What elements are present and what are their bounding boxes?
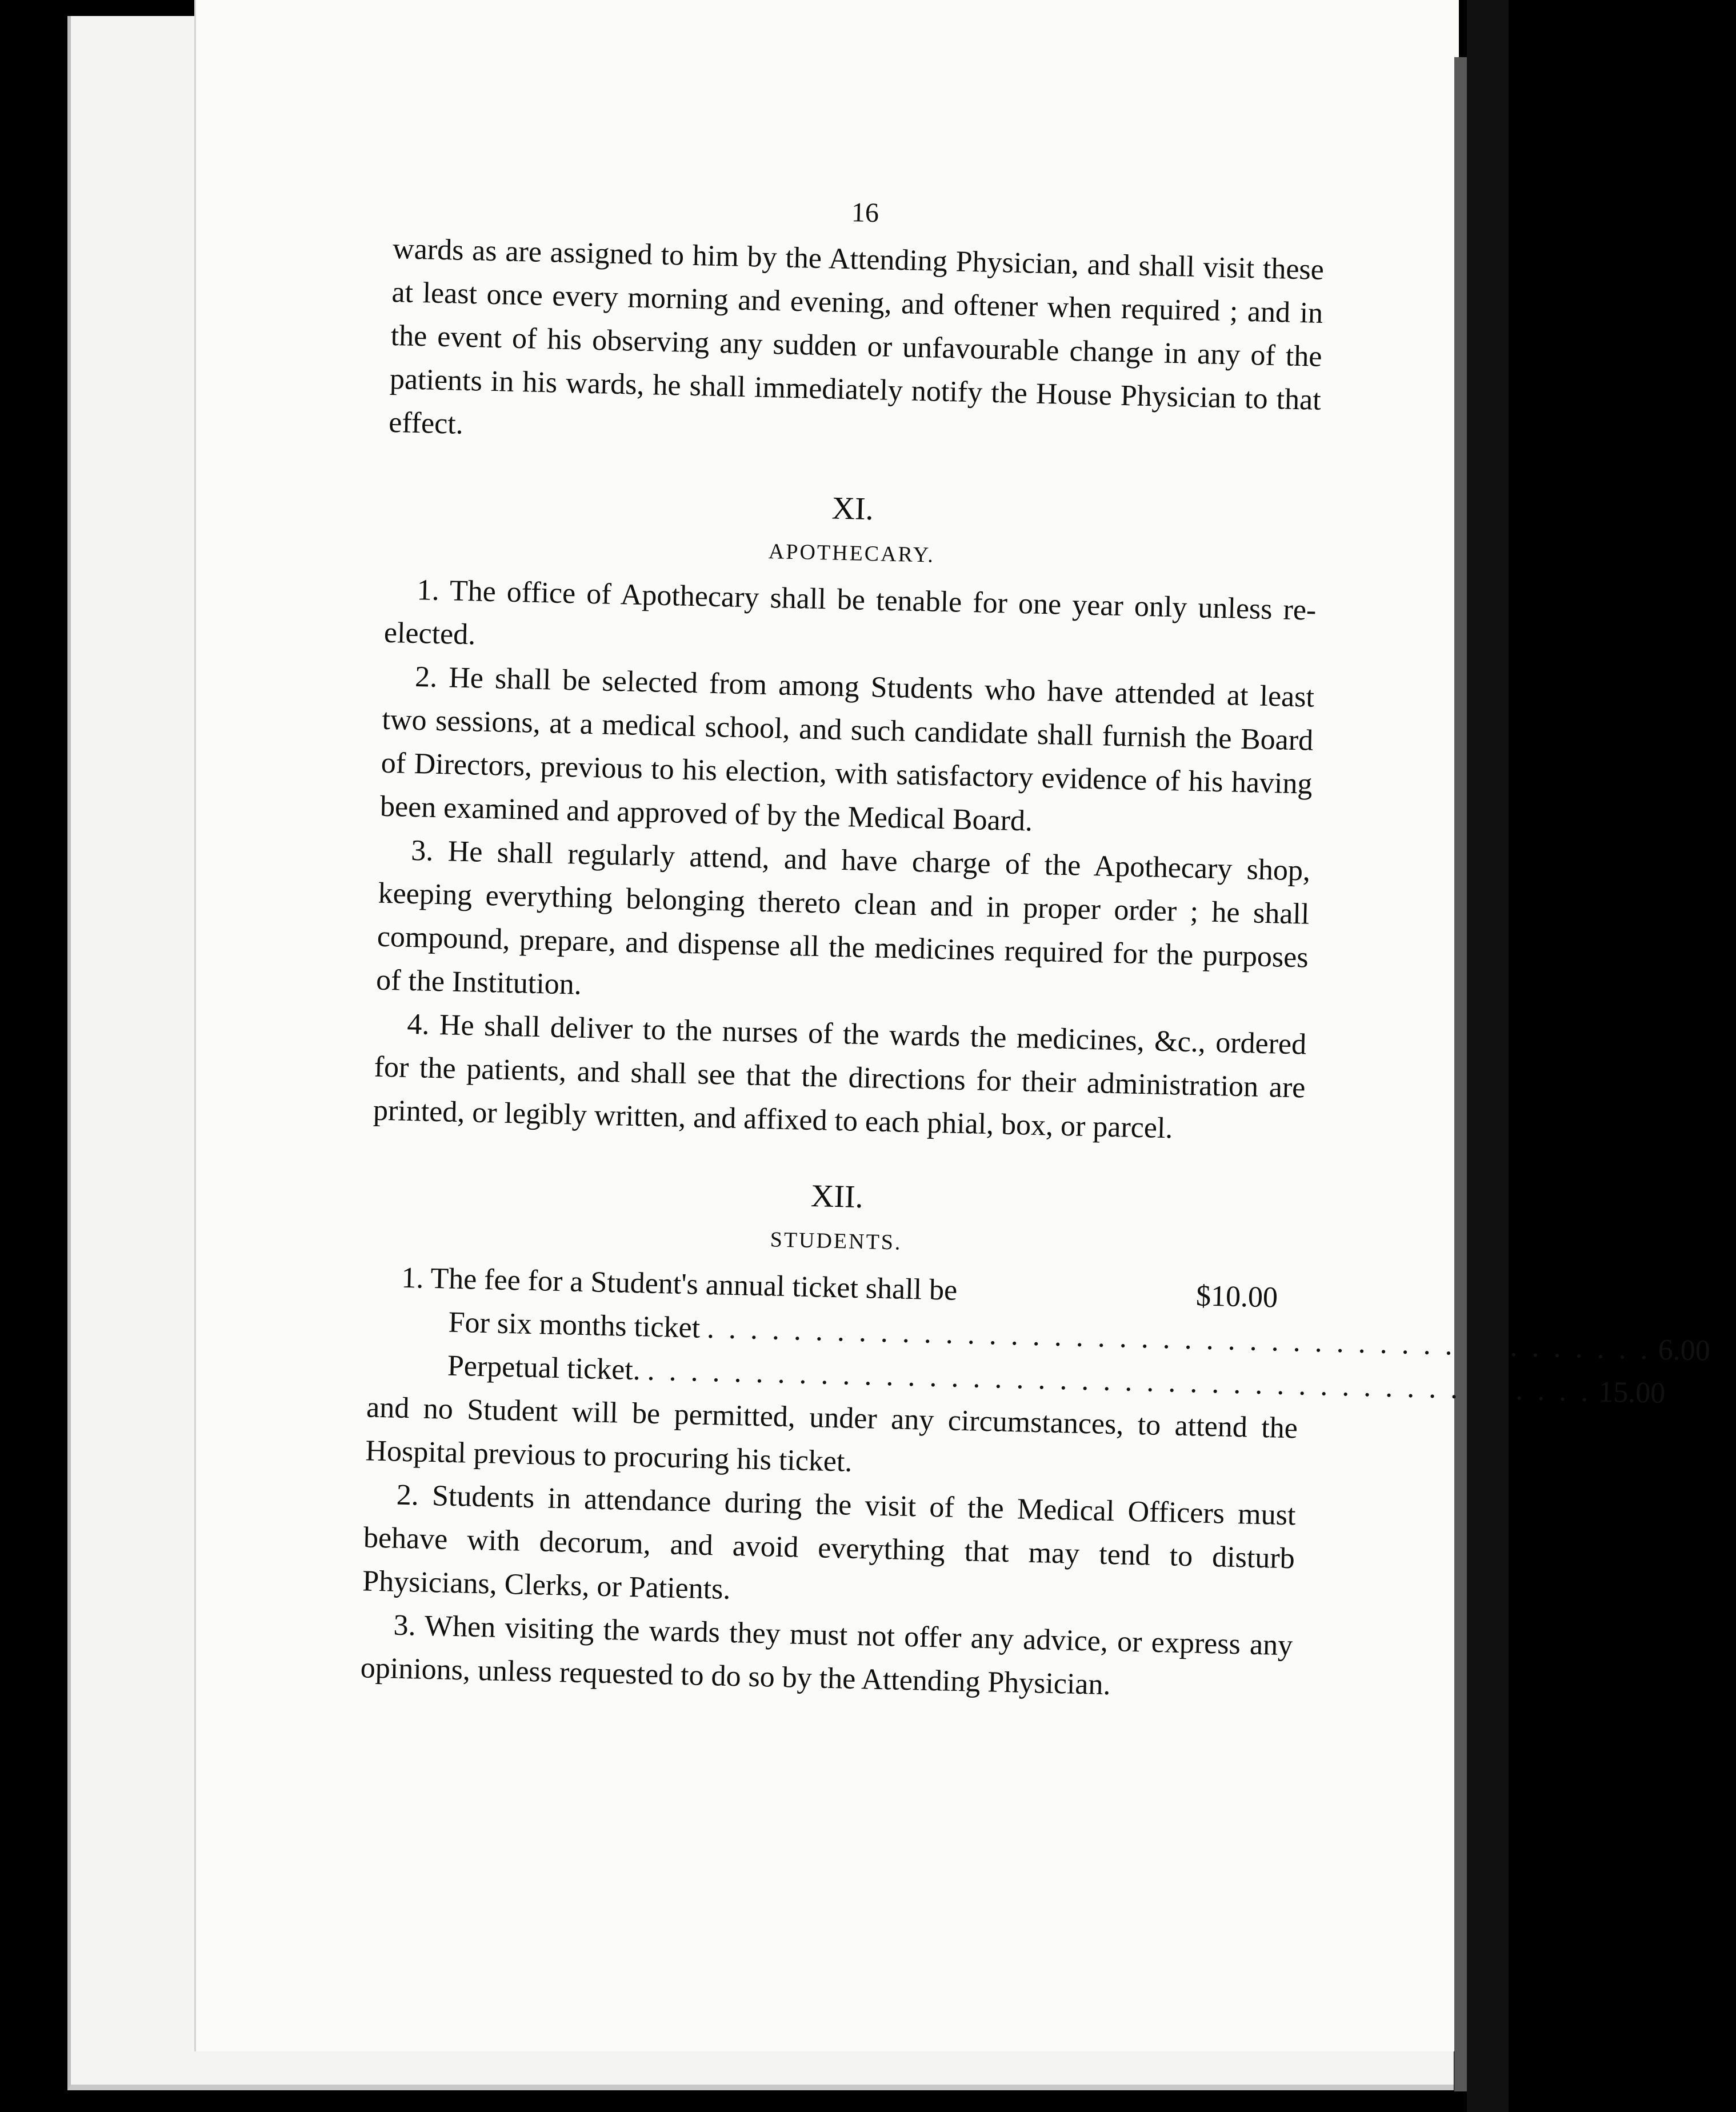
- page-binding-edge: [1454, 57, 1467, 2091]
- apothecary-rule-1: 1. The office of Apothecary shall be tenable for one year only unless re-elected.: [383, 574, 1317, 651]
- page-number: 16: [851, 197, 879, 229]
- apothecary-rule-2: 2. He shall be selected from among Students who have attended at least two sessions, at a medical school, and such candidate shall furnish the Board of Directors, previous to his election, with satisfactory evidence of his having been examined and approved of by the Medical Board.: [379, 661, 1315, 838]
- page-edge-shadow: [1467, 0, 1509, 2112]
- fee-intro-text: 1. The fee for a Student's annual ticket shall be: [401, 1261, 958, 1307]
- leader-dots: . . . . . . . . . . . . . . . . . . . . . . . . . . . . . . . . . . . . . . . . . . . .: [647, 1354, 1592, 1409]
- leader-dots: . . . . . . . . . . . . . . . . . . . . . . . . . . . . . . . . . . . . . . . . . . . .: [706, 1311, 1652, 1366]
- fee-six-months-amount: 6.00: [1658, 1333, 1711, 1367]
- fee-six-months-label: For six months ticket: [448, 1306, 701, 1345]
- fee-annual-amount: $10.00: [1195, 1279, 1278, 1314]
- students-rule-3: 3. When visiting the wards they must not offer any advice, or express any opinions, unless requested to do so by the Attending Physician.: [360, 1609, 1293, 1702]
- students-rule-2: 2. Students in attendance during the visit of the Medical Officers must behave with decorum, and avoid everything that may tend to disturb Physicians, Clerks, or Patients.: [362, 1478, 1297, 1606]
- section-title-apothecary: APOTHECARY.: [768, 539, 935, 567]
- section-numeral-xii: XII.: [810, 1178, 864, 1215]
- section-title-students: STUDENTS.: [770, 1227, 902, 1255]
- intro-paragraph: wards as are assigned to him by the Attending Physician, and shall visit these at least once every morning and evening, and oftener when required ; and in the event of his observing any sudden or unfavourable change in any of the patients in his wards, he shall immediately notify the House Physician to that effect.: [388, 232, 1325, 441]
- fee-perpetual-amount: 15.00: [1598, 1375, 1666, 1410]
- fee-perpetual-label: Perpetual ticket.: [447, 1349, 641, 1387]
- section-numeral-xi: XI.: [831, 490, 874, 527]
- students-rule-1-tail: and no Student will be permitted, under any circumstances, to attend the Hospital previous to procuring his ticket.: [365, 1391, 1298, 1478]
- apothecary-rule-4: 4. He shall deliver to the nurses of the wards the medicines, &c., ordered for the patients, and shall see that the directions for their administration are printed, or legibly written, and affixed to each phial, box, or parcel.: [373, 1007, 1307, 1145]
- page-text: [360, 181, 1711, 1711]
- apothecary-rule-3: 3. He shall regularly attend, and have charge of the Apothecary shop, keeping everything belonging thereto clean and in proper order ; he shall compound, prepare, and dispense all the medicines required for the purposes of the Institution.: [375, 834, 1311, 1001]
